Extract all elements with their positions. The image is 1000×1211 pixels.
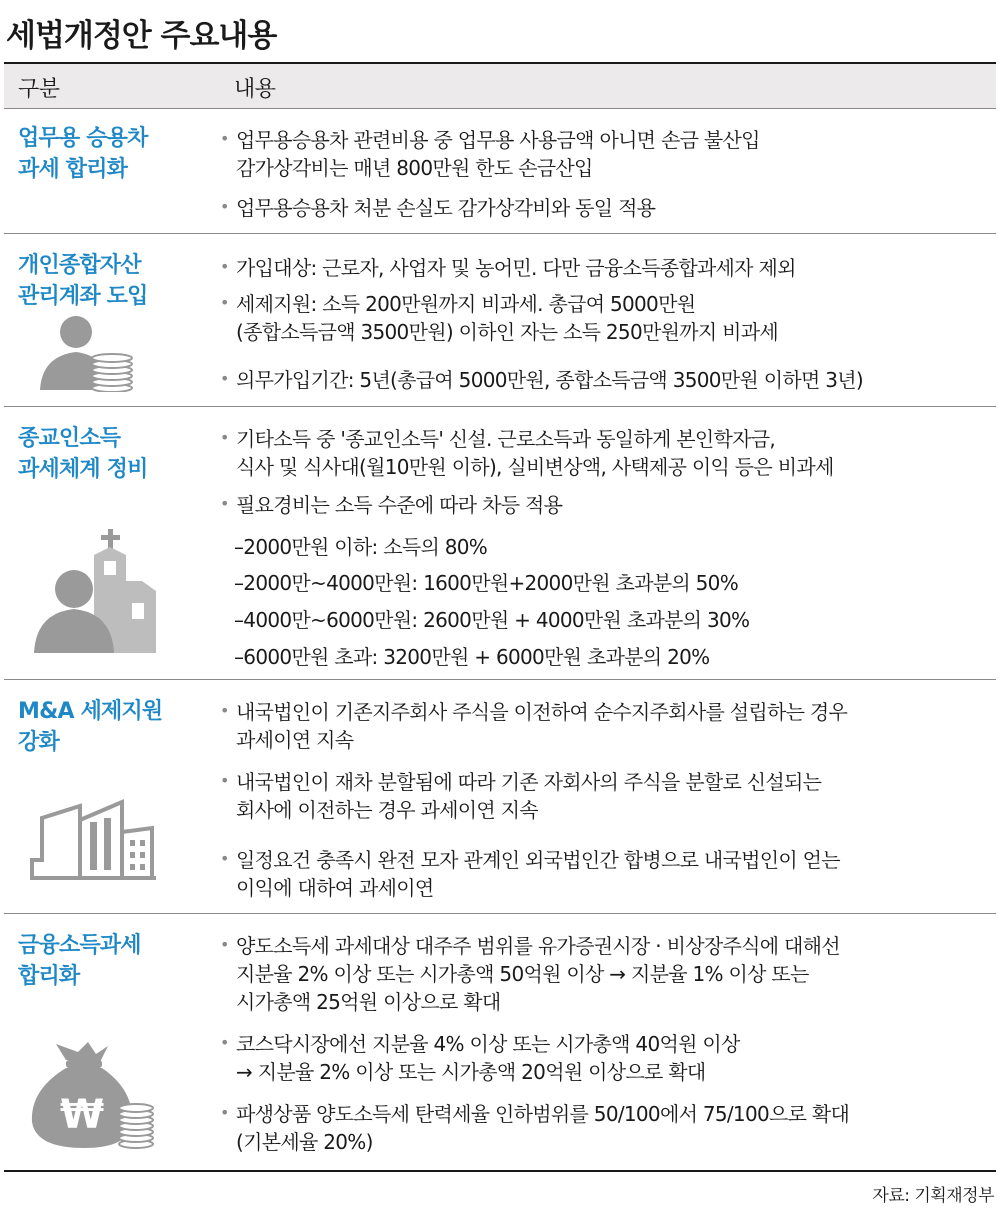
sub-item: –2000만원 이하: 소득의 80% <box>234 535 488 559</box>
bullet-icon: • <box>220 428 229 447</box>
header-content: 내용 <box>234 77 276 102</box>
list-item: • 기타소득 중 '종교인소득' 신설. 근로소득과 동일하게 본인학자금, 식사 및 식사대(월10만원 이하), 실비변상액, 사택제공 이익 등은 비과세 <box>220 425 1000 481</box>
list-item: • 세제지원: 소득 200만원까지 비과세. 총급여 5000만원 (종합소득금액 3500만원) 이하인 자는 소득 250만원까지 비과세 <box>220 290 1000 346</box>
bullet-icon: • <box>220 494 229 513</box>
category-label: M&A 세제지원 강화 <box>18 699 163 755</box>
list-item: • 내국법인이 재차 분할됨에 따라 기존 자회사의 주식을 분할로 신설되는 회사에 이전하는 경우 과세이연 지속 <box>220 768 1000 824</box>
list-item: • 코스닥시장에선 지분율 4% 이상 또는 시가총액 40억원 이상 → 지분율 2% 이상 또는 시가총액 20억원 이상으로 확대 <box>220 1030 1000 1086</box>
bullet-icon: • <box>220 369 229 388</box>
page-title: 세법개정안 주요내용 <box>6 18 277 54</box>
category-label: 종교인소득 과세체계 정비 <box>18 426 148 482</box>
bullet-icon: • <box>220 771 229 790</box>
list-item: • 내국법인이 기존지주회사 주식을 이전하여 순수지주회사를 설립하는 경우 과세이연 지속 <box>220 698 1000 754</box>
category-label: 금융소득과세 합리화 <box>18 933 141 989</box>
sub-item: –6000만원 초과: 3200만원 + 6000만원 초과분의 20% <box>234 645 710 669</box>
list-item: • 가입대상: 근로자, 사업자 및 농어민. 다만 금융소득종합과세자 제외 <box>220 254 1000 282</box>
bullet-icon: • <box>220 197 229 216</box>
table-row <box>4 680 996 914</box>
bullet-icon: • <box>220 1033 229 1052</box>
bullet-icon: • <box>220 257 229 276</box>
bullet-icon: • <box>220 849 229 868</box>
person-church-icon <box>32 527 162 657</box>
person-coins-icon <box>36 312 136 392</box>
list-item: • 양도소득세 과세대상 대주주 범위를 유가증권시장 · 비상장주식에 대해선 지분율 2% 이상 또는 시가총액 50억원 이상 → 지분율 1% 이상 또는 시가총액 25억원 이상으로 확대 <box>220 932 1000 1016</box>
sub-item: –4000만~6000만원: 2600만원 + 4000만원 초과분의 30% <box>234 608 750 632</box>
bullet-icon: • <box>220 129 229 148</box>
table-header <box>4 62 996 109</box>
table-row <box>4 234 996 407</box>
buildings-icon <box>28 798 158 880</box>
category-label: 개인종합자산 관리계좌 도입 <box>18 253 148 309</box>
header-category: 구분 <box>18 77 60 102</box>
category-label: 업무용 승용차 과세 합리화 <box>18 126 148 182</box>
bullet-icon: • <box>220 1103 229 1122</box>
bullet-icon: • <box>220 293 229 312</box>
list-item: • 의무가입기간: 5년(총급여 5000만원, 종합소득금액 3500만원 이하면 3년) <box>220 366 1000 394</box>
list-item: • 일정요건 충족시 완전 모자 관계인 외국법인간 합병으로 내국법인이 얻는 이익에 대하여 과세이연 <box>220 846 1000 902</box>
bullet-icon: • <box>220 701 229 720</box>
table-row <box>4 407 996 680</box>
source-note: 자료: 기획재정부 <box>872 1186 994 1206</box>
list-item: • 업무용승용차 관련비용 중 업무용 사용금액 아니면 손금 불산입 감가상각비는 매년 800만원 한도 손금산입 <box>220 126 1000 182</box>
table-row <box>4 107 996 234</box>
money-bag-icon <box>26 1040 156 1150</box>
table-row <box>4 914 996 1172</box>
list-item: • 필요경비는 소득 수준에 따라 차등 적용 <box>220 491 1000 519</box>
list-item: • 파생상품 양도소득세 탄력세율 인하범위를 50/100에서 75/100으로 확대 (기본세율 20%) <box>220 1100 1000 1156</box>
list-item: • 업무용승용차 처분 손실도 감가상각비와 동일 적용 <box>220 194 1000 222</box>
bullet-icon: • <box>220 935 229 954</box>
won-symbol: ₩ <box>59 1092 105 1138</box>
sub-item: –2000만~4000만원: 1600만원+2000만원 초과분의 50% <box>234 571 738 595</box>
